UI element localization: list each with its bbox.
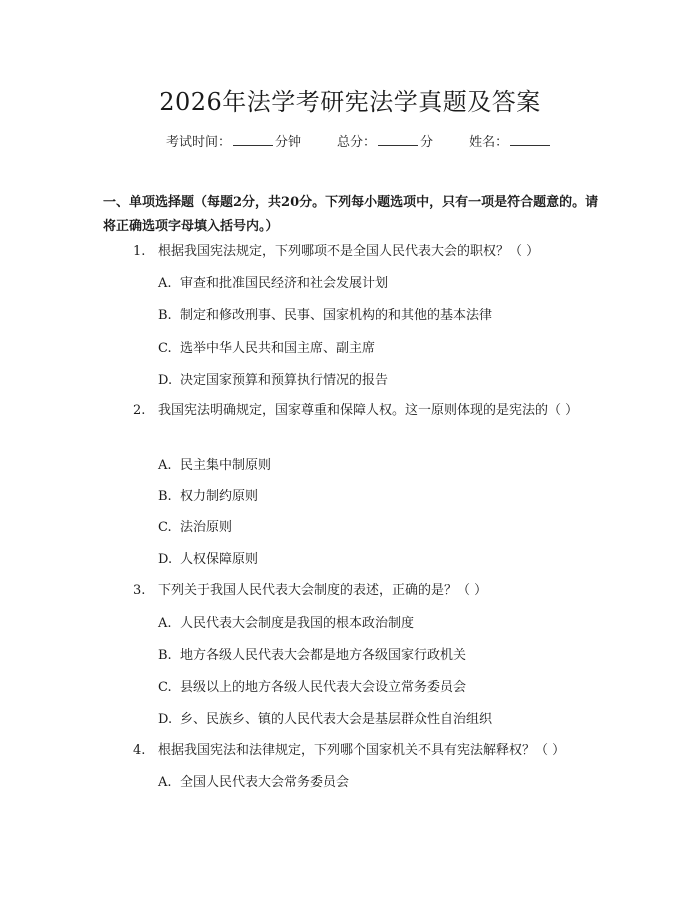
exam-time-unit: 分钟 bbox=[275, 135, 302, 150]
option-letter: B. bbox=[158, 489, 172, 504]
total-score-blank[interactable] bbox=[378, 133, 418, 146]
name-label: 姓名： bbox=[469, 135, 509, 150]
question-text: 我国宪法明确规定，国家尊重和保障人权。这一原则体现的是宪法的（ ） bbox=[158, 403, 579, 418]
option-3a[interactable] bbox=[158, 613, 414, 635]
exam-meta-line bbox=[166, 131, 552, 150]
question-2 bbox=[103, 400, 603, 422]
option-letter: C. bbox=[158, 680, 172, 695]
question-4 bbox=[133, 740, 603, 762]
option-letter: D. bbox=[158, 712, 173, 727]
option-letter: B. bbox=[158, 308, 172, 323]
option-text: 县级以上的地方各级人民代表大会设立常务委员会 bbox=[180, 680, 467, 695]
option-2c[interactable] bbox=[158, 517, 232, 539]
option-letter: A. bbox=[158, 276, 172, 291]
option-text: 地方各级人民代表大会都是地方各级国家行政机关 bbox=[180, 648, 467, 663]
option-letter: A. bbox=[158, 458, 172, 473]
question-number: 1. bbox=[133, 244, 146, 259]
option-1b[interactable] bbox=[158, 305, 492, 327]
name-blank[interactable] bbox=[510, 133, 550, 146]
total-score-unit: 分 bbox=[420, 135, 434, 150]
name-field bbox=[469, 131, 552, 150]
option-letter: C. bbox=[158, 520, 172, 535]
option-text: 乡、民族乡、镇的人民代表大会是基层群众性自治组织 bbox=[180, 712, 493, 727]
option-letter: C. bbox=[158, 341, 172, 356]
option-4a[interactable] bbox=[158, 772, 349, 794]
option-letter: A. bbox=[158, 616, 172, 631]
option-text: 全国人民代表大会常务委员会 bbox=[180, 775, 350, 790]
total-score-label: 总分： bbox=[337, 135, 377, 150]
option-3b[interactable] bbox=[158, 645, 466, 667]
option-2d[interactable] bbox=[158, 549, 258, 571]
exam-time-label: 考试时间： bbox=[166, 135, 232, 150]
option-letter: B. bbox=[158, 648, 172, 663]
option-text: 审查和批准国民经济和社会发展计划 bbox=[180, 276, 389, 291]
question-text: 根据我国宪法和法律规定，下列哪个国家机关不具有宪法解释权？（ ） bbox=[158, 743, 566, 758]
exam-time-field bbox=[166, 131, 301, 150]
option-text: 制定和修改刑事、民事、国家机构的和其他的基本法律 bbox=[180, 308, 493, 323]
option-2a[interactable] bbox=[158, 455, 271, 477]
option-1d[interactable] bbox=[158, 370, 388, 392]
option-text: 民主集中制原则 bbox=[180, 458, 272, 473]
exam-time-blank[interactable] bbox=[233, 133, 273, 146]
section-heading-single-choice: 一、单项选择题（每题2分，共20分。下列每小题选项中，只有一项是符合题意的。请将正确选项字母填入括号内。） bbox=[103, 195, 599, 234]
option-text: 法治原则 bbox=[180, 520, 233, 535]
option-3d[interactable] bbox=[158, 709, 492, 731]
question-number: 3. bbox=[133, 583, 146, 598]
option-text: 人民代表大会制度是我国的根本政治制度 bbox=[180, 616, 415, 631]
question-text: 下列关于我国人民代表大会制度的表述，正确的是？（ ） bbox=[158, 583, 488, 598]
question-text: 根据我国宪法规定，下列哪项不是全国人民代表大会的职权？（ ） bbox=[158, 244, 540, 259]
option-3c[interactable] bbox=[158, 677, 466, 699]
option-1c[interactable] bbox=[158, 338, 375, 360]
option-text: 权力制约原则 bbox=[180, 489, 259, 504]
question-3 bbox=[133, 580, 603, 602]
question-number: 4. bbox=[133, 743, 146, 758]
option-2b[interactable] bbox=[158, 486, 258, 508]
question-1 bbox=[133, 241, 603, 263]
option-1a[interactable] bbox=[158, 273, 388, 295]
option-letter: D. bbox=[158, 552, 173, 567]
total-score-field bbox=[337, 131, 433, 150]
option-text: 人权保障原则 bbox=[180, 552, 259, 567]
question-number: 2. bbox=[133, 403, 146, 418]
option-letter: A. bbox=[158, 775, 172, 790]
option-text: 选举中华人民共和国主席、副主席 bbox=[180, 341, 376, 356]
page-title: 2026年法学考研宪法学真题及答案 bbox=[159, 88, 541, 116]
option-text: 决定国家预算和预算执行情况的报告 bbox=[180, 373, 389, 388]
option-letter: D. bbox=[158, 373, 173, 388]
